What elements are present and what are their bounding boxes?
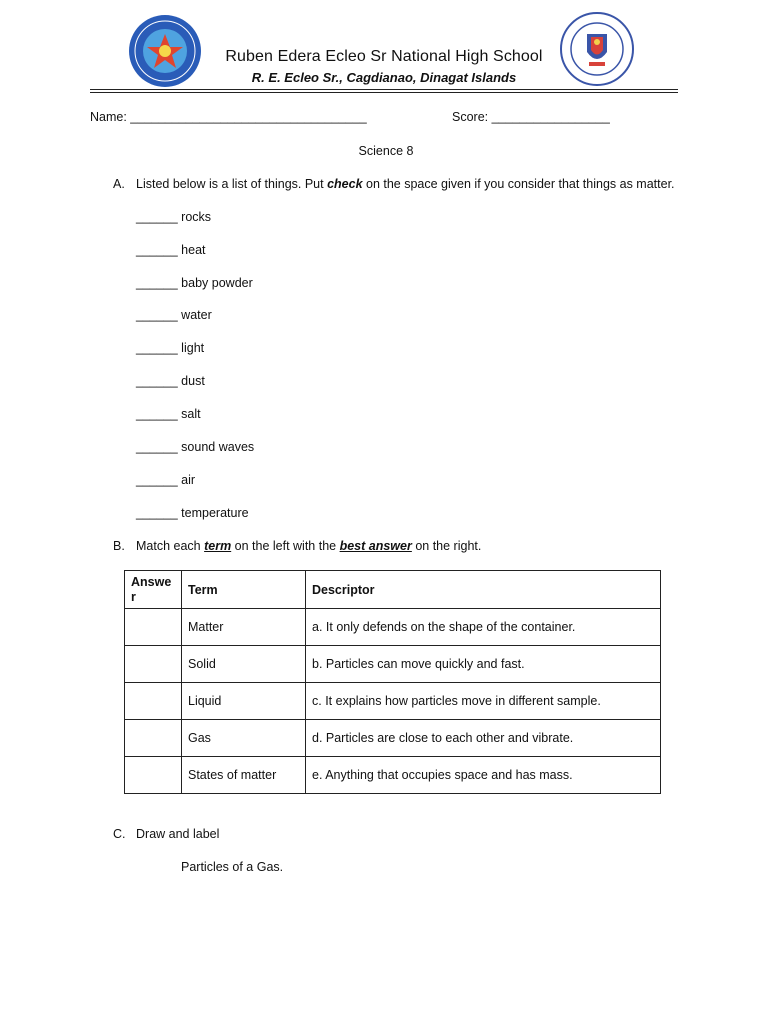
school-name: Ruben Edera Ecleo Sr National High School — [225, 48, 543, 65]
section-b-text-1: Match each — [136, 539, 205, 553]
table-row — [125, 683, 661, 720]
term-cell: States of matter — [182, 757, 306, 794]
section-b-text-2: on the left with the — [231, 539, 340, 553]
section-b-text-3: on the right. — [411, 539, 482, 553]
checklist-item: ______ baby powder — [136, 276, 253, 290]
section-a-text-after: on the space given if you consider that things as matter. — [362, 177, 675, 191]
school-address: R. E. Ecleo Sr., Cagdianao, Dinagat Islands — [251, 70, 517, 85]
section-c-instructions: Draw and label — [136, 827, 220, 841]
descriptor-cell: b. Particles can move quickly and fast. — [306, 646, 661, 683]
section-a-emphasis: check — [327, 177, 363, 191]
subject-title: Science 8 — [358, 144, 414, 158]
answer-cell[interactable] — [125, 757, 182, 794]
section-a-text-before: Listed below is a list of things. Put — [136, 177, 328, 191]
term-column-header: Term — [182, 571, 306, 609]
term-cell: Solid — [182, 646, 306, 683]
section-b-emphasis-term: term — [204, 539, 232, 553]
checklist-item: ______ rocks — [136, 210, 212, 224]
table-row — [125, 757, 661, 794]
checklist-item: ______ salt — [136, 407, 201, 421]
descriptor-cell: d. Particles are close to each other and vibrate. — [306, 720, 661, 757]
section-c-letter: C. — [113, 827, 126, 841]
section-c-subtext: Particles of a Gas. — [181, 860, 284, 874]
answer-header-line1: Answe — [131, 574, 172, 589]
table-row — [125, 720, 661, 757]
table-row — [125, 646, 661, 683]
section-b-instructions — [136, 539, 481, 553]
header-divider-secondary — [90, 92, 678, 93]
checklist-item: ______ dust — [136, 374, 205, 388]
term-cell: Matter — [182, 609, 306, 646]
table-header-row — [125, 571, 661, 609]
answer-cell[interactable] — [125, 720, 182, 757]
checklist-item: ______ heat — [136, 243, 206, 257]
answer-column-header — [125, 571, 182, 609]
answer-cell[interactable] — [125, 683, 182, 720]
checklist-item: ______ water — [136, 308, 212, 322]
name-field: Name: __________________________________ — [90, 110, 367, 124]
checklist-item: ______ temperature — [136, 506, 249, 520]
score-field: Score: _________________ — [452, 110, 610, 124]
section-a-letter: A. — [113, 177, 125, 191]
table-row — [125, 609, 661, 646]
section-b-letter: B. — [113, 539, 125, 553]
descriptor-cell: e. Anything that occupies space and has mass. — [306, 757, 661, 794]
descriptor-column-header: Descriptor — [306, 571, 661, 609]
answer-cell[interactable] — [125, 609, 182, 646]
checklist-item: ______ light — [136, 341, 205, 355]
checklist-item: ______ sound waves — [136, 440, 255, 454]
term-cell: Gas — [182, 720, 306, 757]
answer-header-line2: r — [131, 589, 136, 604]
checklist-item: ______ air — [136, 473, 196, 487]
descriptor-cell: a. It only defends on the shape of the container. — [306, 609, 661, 646]
section-b-emphasis-best-answer: best answer — [339, 539, 412, 553]
answer-cell[interactable] — [125, 646, 182, 683]
matching-table — [124, 570, 661, 794]
descriptor-cell: c. It explains how particles move in different sample. — [306, 683, 661, 720]
term-cell: Liquid — [182, 683, 306, 720]
section-a-instructions — [136, 177, 675, 191]
header-divider — [90, 89, 678, 90]
